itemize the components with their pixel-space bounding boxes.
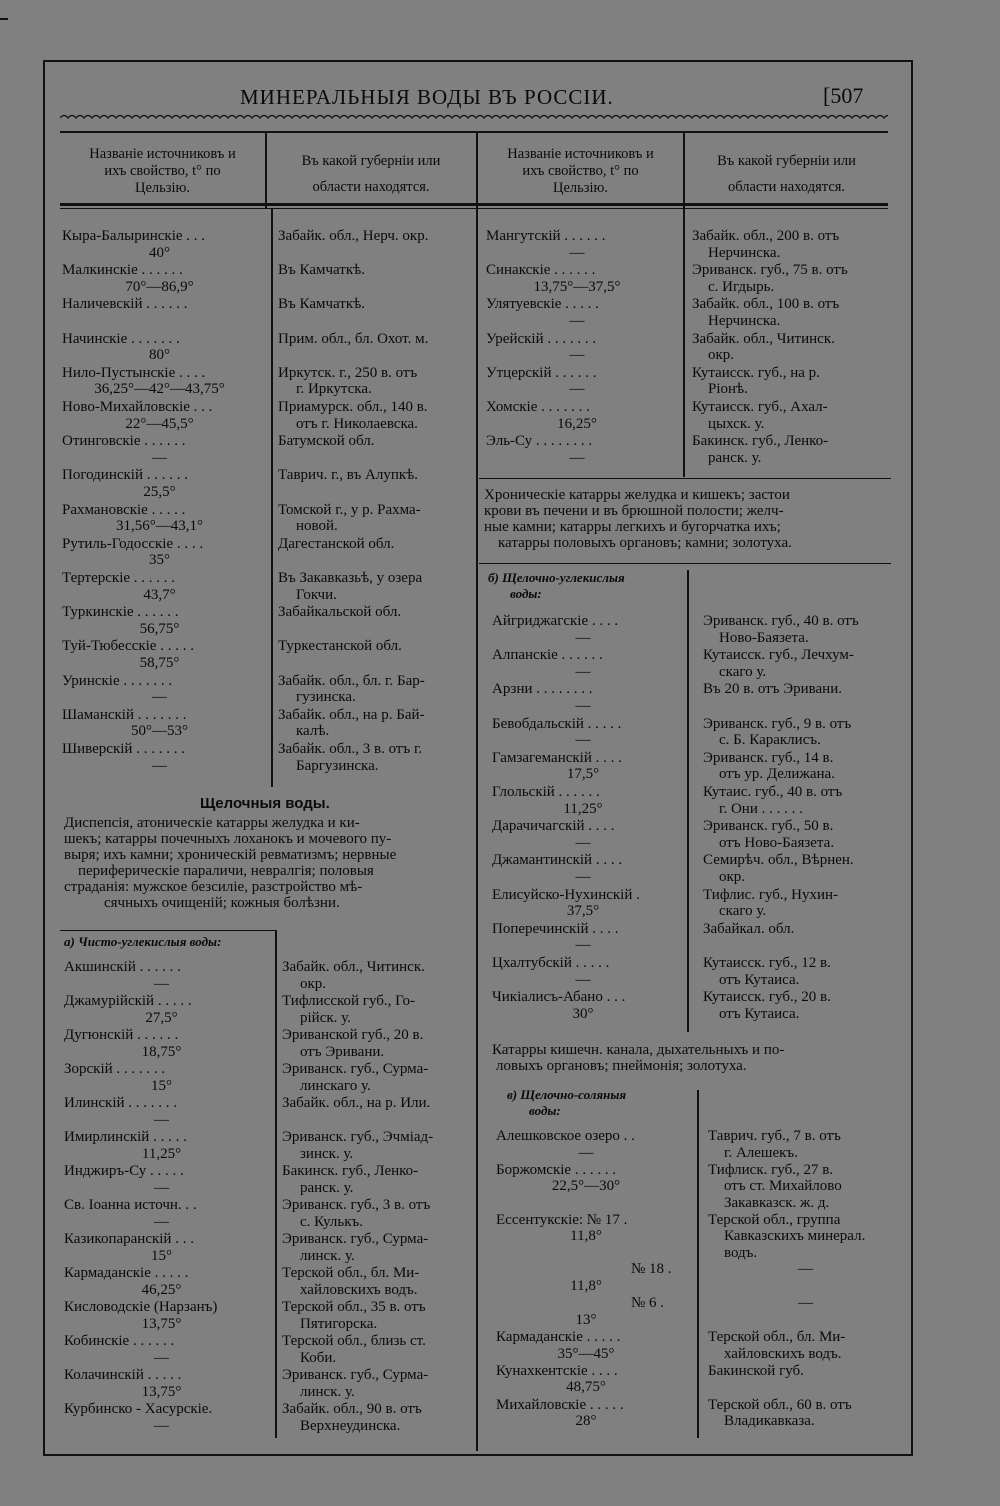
subsection-c-title: в) Щелочно-соляныя воды: [507, 1087, 627, 1118]
entry-name: Арзни . . . . . . . . [492, 681, 593, 698]
entry-location: Терской обл., бл. Ми- хайловскихъ водъ. [708, 1329, 846, 1362]
entry-row [496, 1329, 686, 1362]
entry-row [62, 604, 267, 637]
entry-temperature: 70°—86,9° [125, 278, 194, 295]
entry-row [492, 887, 684, 920]
entry-temperature: — [575, 732, 591, 749]
entry-temperature: — [569, 347, 585, 364]
entry-temperature: 46,25° [141, 1281, 182, 1298]
entry-name: Нило-Пустынскіе . . . . [62, 364, 206, 381]
entry-temperature: — [154, 1417, 169, 1434]
entry-row [64, 1163, 269, 1196]
entry-location: Забайк. обл., 3 в. отъ г. Баргузинска. [278, 741, 423, 774]
entry-name: Чикіалисъ-Абано . . . [492, 989, 626, 1006]
entry-row [496, 1162, 686, 1195]
entry-name: Урейскій . . . . . . . [486, 330, 597, 347]
entry-row [62, 399, 267, 432]
entry-name: Дарачичагскій . . . . [492, 818, 615, 835]
entry-temperature: — [575, 697, 591, 714]
entry-location: Забайк. обл., 200 в. отъ Нерчинска. [692, 228, 840, 261]
entry-name: Отинговскіе . . . . . . [62, 433, 186, 450]
entry-row [492, 818, 684, 851]
entry-location: Семирѣч. обл., Вѣрнен. окр. [703, 852, 854, 885]
entry-name: Цхалтубскій . . . . . [492, 955, 610, 971]
entry-row [492, 852, 684, 885]
entry-name: Гамзагеманскій . . . . [492, 749, 622, 766]
entry-temperature: — [575, 937, 591, 954]
entry-row [64, 1129, 269, 1162]
entry-name: Туй-Тюбесскіе . . . . . [62, 638, 194, 655]
entry-row [496, 1212, 686, 1245]
entry-row [62, 502, 267, 535]
entry-name: Кобинскіе . . . . . . [64, 1333, 175, 1349]
entry-name: № 18 . [631, 1261, 672, 1278]
entry-location: Забайк. обл., Нерч. окр. [278, 228, 429, 244]
entry-row [492, 750, 684, 783]
entry-name: Акшинскій . . . . . . [64, 959, 181, 975]
entry-row [64, 1367, 269, 1400]
entry-row [62, 570, 267, 603]
subsection-b-title: б) Щелочно-углекислыя воды: [488, 570, 625, 601]
entry-row [492, 716, 684, 749]
entry-location: Терской обл., группа Кавказскихъ минерал. водъ. [708, 1211, 866, 1261]
entry-temperature: 80° [149, 347, 170, 364]
entry-location: Терской обл., близь ст. Коби. [282, 1333, 426, 1366]
entry-location: Таврич. губ., 7 в. отъ г. Алешекъ. [708, 1128, 841, 1161]
entry-row [62, 296, 267, 313]
entry-row [486, 399, 678, 432]
entry-name: Ессентукскіе: № 17 . [496, 1211, 628, 1228]
entry-row [486, 331, 678, 364]
entry-row [64, 1197, 269, 1230]
header-top-rule [60, 131, 888, 133]
entry-temperature: 30° [572, 1005, 594, 1022]
entry-row [64, 1333, 269, 1366]
entry-name: Малкинскіе . . . . . . [62, 262, 183, 279]
left-col-divider-2 [275, 930, 277, 1438]
entry-name: Эль-Су . . . . . . . . [486, 433, 593, 450]
entry-location: Кутаисск. губ., 12 в. отъ Кутаиса. [703, 955, 831, 988]
entry-row [64, 993, 269, 1026]
entry-row [62, 707, 267, 740]
entry-name: Михайловскіе . . . . . [496, 1396, 624, 1413]
entry-location: Кутаис. губ., 40 в. отъ г. Они . . . . . . [703, 784, 843, 817]
entry-temperature: 36,25°—42°—43,75° [94, 381, 225, 398]
entry-temperature: — [569, 244, 585, 261]
entry-location: Бакинск. губ., Ленко- ранск. у. [692, 433, 829, 466]
entry-temperature: 43,7° [143, 586, 176, 603]
entry-temperature: 35° [149, 552, 170, 569]
entry-row [64, 1299, 269, 1332]
entry-row [496, 1295, 686, 1328]
entry-name: Тертерскіе . . . . . . [62, 570, 176, 586]
entry-row [64, 1401, 269, 1434]
entry-name: № 6 . [631, 1295, 665, 1312]
entry-name: Кыра-Балыринскіе . . . [62, 228, 206, 244]
entry-location: Бакинск. губ., Ленко- ранск. у. [282, 1163, 419, 1196]
entry-location: Забайк. обл., 100 в. отъ Нерчинска. [692, 296, 840, 329]
entry-name: Инджиръ-Су . . . . . [64, 1163, 184, 1179]
entry-location: Терской обл., бл. Ми- хайловскихъ водъ. [282, 1265, 420, 1298]
entry-name: Джамурійскій . . . . . [64, 993, 192, 1009]
entry-name: Утцерскій . . . . . . [486, 364, 597, 381]
entry-temperature: 48,75° [566, 1379, 606, 1396]
entry-temperature: — [152, 449, 167, 466]
entry-location: Эриванск. губ., 14 в. отъ ур. Делижана. [703, 749, 835, 783]
entry-temperature: 13,75° [141, 1315, 182, 1332]
entry-name: Хомскіе . . . . . . . [486, 399, 590, 415]
entry-location: Иркутск. г., 250 в. отъ г. Иркутска. [278, 364, 418, 398]
entry-temperature: — [154, 1349, 169, 1366]
right-col-divider-2 [687, 570, 689, 1032]
entry-location: Въ Камчаткѣ. [278, 262, 366, 279]
entry-location: Батумской обл. [278, 433, 375, 450]
chronic-paragraph: Хроническіе катарры желудка и кишекъ; застои крови въ печени и въ брюшной полости; желч- ные камни; катарры легкихъ и бугорчатка ихъ; катарры половыхъ органовъ; камни; золотуха. [484, 487, 792, 551]
entry-location: Терской обл., 60 в. отъ Владикавказа. [708, 1396, 852, 1430]
entry-location: Забайкальской обл. [278, 604, 402, 621]
entry-location: Кутаисск. губ., Ахал- цыхск. у. [692, 399, 828, 432]
entry-row [62, 262, 267, 295]
entry-temperature: 13,75°—37,5° [533, 278, 621, 295]
entry-row [492, 647, 684, 680]
entry-row [64, 1061, 269, 1094]
entry-location: Въ 20 в. отъ Эривани. [703, 681, 842, 698]
page-title: МИНЕРАЛЬНЫЯ ВОДЫ ВЪ РОССІИ. [240, 85, 614, 109]
entry-temperature: 56,75° [139, 620, 180, 637]
entry-temperature: 15° [151, 1077, 172, 1094]
entry-name: Поперечинскій . . . . [492, 920, 619, 937]
left-section-rule [60, 930, 275, 931]
entry-temperature: — [152, 757, 167, 774]
entry-location: Прим. обл., бл. Охот. м. [278, 330, 429, 347]
entry-name: Казикопаранскій . . . [64, 1231, 194, 1247]
entry-row [62, 536, 267, 569]
entry-location: Эриванск. губ., 40 в. отъ Ново-Баязета. [703, 613, 859, 646]
entry-temperature: 58,75° [139, 654, 180, 671]
entry-name: Шиверскій . . . . . . . [62, 741, 185, 757]
entry-name: Кунахкентскіе . . . . [496, 1362, 618, 1379]
entry-row [62, 365, 267, 398]
right-section-rule-2 [479, 563, 891, 564]
entry-location: Эриванск. губ., Сурма- линскаго у. [282, 1061, 429, 1094]
entry-name: Кармаданскіе . . . . . [64, 1265, 189, 1281]
entry-temperature: 11,8° [570, 1277, 602, 1294]
left-col-divider [271, 209, 273, 787]
entry-row [492, 989, 684, 1022]
entry-row [64, 1231, 269, 1264]
entry-temperature: 13° [575, 1311, 597, 1328]
entry-row [62, 433, 267, 466]
entry-temperature: 35°—45° [557, 1345, 615, 1362]
entry-temperature: 27,5° [145, 1009, 178, 1026]
center-divider [476, 131, 478, 1451]
alkaline-title: Щелочныя воды. [200, 795, 330, 812]
entry-location: Тифлиск. губ., 27 в. отъ ст. Михайлово Закавказск. ж. д. [708, 1161, 842, 1211]
right-col-divider-3 [697, 1090, 699, 1438]
entry-name: Алешковское озеро . . [496, 1128, 635, 1144]
entry-name: Бевобдальскій . . . . . [492, 715, 622, 732]
entry-name: Айгриджагскіе . . . . [492, 613, 619, 629]
page-edge-mark [0, 18, 8, 20]
entry-location: Эриванск. губ., 75 в. отъ с. Игдырь. [692, 262, 848, 295]
entry-location: Туркестанской обл. [278, 638, 402, 655]
entry-name: Имирлинскій . . . . . [64, 1129, 187, 1145]
entry-name: Туркинскіе . . . . . . [62, 604, 179, 621]
entry-temperature: 17,5° [566, 766, 600, 783]
entry-temperature: — [575, 663, 591, 680]
entry-temperature: 25,5° [143, 483, 176, 500]
entry-row [492, 921, 684, 954]
entry-name: Илинскій . . . . . . . [64, 1095, 178, 1111]
entry-location: — [798, 1261, 813, 1278]
entry-temperature: — [575, 834, 591, 851]
entry-row [496, 1261, 686, 1294]
entry-temperature: 18,75° [141, 1043, 182, 1060]
entry-temperature: 22°—45,5° [125, 415, 194, 432]
entry-name: Шаманскій . . . . . . . [62, 706, 187, 723]
entry-name: Ново-Михайловскіе . . . [62, 399, 213, 415]
entry-row [486, 365, 678, 398]
entry-location: Томской г., у р. Рахма- новой. [278, 501, 421, 535]
entry-row [64, 1027, 269, 1060]
entry-name: Рутиль-Годосскіе . . . . [62, 535, 204, 552]
header-bottom-rule [60, 203, 888, 206]
entry-row [486, 433, 678, 466]
entry-row [64, 959, 269, 992]
entry-temperature: — [569, 381, 585, 398]
entry-location: Дагестанской обл. [278, 535, 395, 552]
entry-location: Таврич. г., въ Алупкѣ. [278, 467, 419, 484]
entry-location: Кутаисск. губ., на р. Ріонѣ. [692, 364, 820, 398]
entry-row [62, 331, 267, 364]
page-number: [507 [823, 83, 864, 108]
entry-row [492, 955, 684, 988]
entry-row [62, 467, 267, 500]
entry-temperature: 11,8° [570, 1228, 602, 1245]
entry-temperature: 50°—53° [131, 723, 188, 740]
entry-row [496, 1397, 686, 1430]
entry-row [492, 681, 684, 714]
entry-row [486, 262, 678, 295]
entry-name: Кисловодскіе (Нарзанъ) [64, 1299, 218, 1315]
entry-temperature: — [578, 1144, 594, 1161]
entry-row [496, 1363, 686, 1396]
entry-location: Въ Закавказьѣ, у озера Гокчи. [278, 570, 423, 603]
entry-location: Эриванск. губ., 50 в. отъ Ново-Баязета. [703, 818, 835, 851]
entry-name: Св. Іоанна источн. . . [64, 1197, 197, 1213]
entry-location: Тифлис. губ., Нухин- скаго у. [703, 886, 839, 920]
entry-location: Эриванск. губ., Эчміад- зинск. у. [282, 1129, 434, 1162]
entry-name: Глольскій . . . . . . [492, 784, 600, 800]
entry-name: Джамантинскій . . . . [492, 852, 623, 869]
entry-row [486, 228, 678, 261]
entry-location: Забайк. обл., на р. Бай- калѣ. [278, 706, 425, 740]
entry-location: Кутаисск. губ., Лечхум- скаго у. [703, 647, 854, 680]
entry-name: Зорскій . . . . . . . [64, 1061, 166, 1077]
entry-row [62, 673, 267, 706]
entry-location: Въ Камчаткѣ. [278, 296, 366, 313]
entry-location: Забайк. обл., бл. г. Бар- гузинска. [278, 672, 425, 706]
entry-name: Курбинско - Хасурскіе. [64, 1401, 213, 1417]
entry-location: Забайк. обл., Читинск. окр. [692, 330, 835, 364]
entry-location: Эриванск. губ., Сурма- линск. у. [282, 1367, 429, 1400]
entry-temperature: 11,25° [563, 800, 603, 817]
entry-row [492, 613, 684, 646]
entry-row [62, 638, 267, 671]
entry-temperature: 22,5°—30° [551, 1178, 621, 1195]
entry-temperature: — [152, 689, 167, 706]
entry-name: Дугюнскій . . . . . . [64, 1027, 179, 1043]
entry-name: Колачинскій . . . . . [64, 1367, 182, 1383]
entry-location: Эриванск. губ., 3 в. отъ с. Кулькъ. [282, 1197, 431, 1230]
entry-temperature: — [569, 449, 585, 466]
header-bottom-rule-2 [60, 208, 888, 209]
entry-location: Эриванской губ., 20 в. отъ Эривани. [282, 1027, 424, 1060]
entry-temperature: — [575, 971, 591, 988]
entry-location: Эриванск. губ., 9 в. отъ с. Б. Караклисъ. [703, 715, 852, 749]
entry-location: — [798, 1295, 813, 1312]
entry-name: Рахмановскіе . . . . . [62, 501, 186, 518]
entry-location: Забайк. обл., 90 в. отъ Верхнеудинска. [282, 1401, 422, 1434]
entry-temperature: — [154, 1179, 169, 1196]
entry-location: Забайк. обл., Читинск. окр. [282, 959, 425, 992]
entry-temperature: 13,75° [141, 1383, 182, 1400]
entry-temperature: 15° [151, 1247, 172, 1264]
right-section-rule [479, 478, 891, 479]
col-header-region-1: Въ какой губерніи или области находятся. [301, 153, 441, 195]
entry-name: Алпанскіе . . . . . . [492, 647, 603, 664]
alkaline-paragraph: Диспепсія, атоническіе катарры желудка и ки- шекъ; катарры почечныхъ лоханокъ и мочевого пу- выря; ихъ камни; хроническій ревматизмъ; нервные периферическіе параличи, невралгія; половыя страданія: мужское безсиліе, разстройство мѣ- сячныхъ очищеній; кожныя болѣзни. [64, 815, 397, 911]
entry-name: Синакскіе . . . . . . [486, 262, 596, 279]
entry-name: Мангутскій . . . . . . [486, 228, 606, 244]
entry-name: Наличевскій . . . . . . [62, 296, 188, 313]
entry-row [64, 1095, 269, 1128]
entry-temperature: — [154, 975, 169, 992]
header-divider-1 [265, 131, 267, 209]
wavy-rule [60, 112, 888, 122]
entry-name: Кармаданскіе . . . . . [496, 1329, 621, 1345]
catarrh-paragraph: Катарры кишечн. канала, дыхательныхъ и по- ловыхъ органовъ; пнеймонія; золотуха. [492, 1042, 785, 1074]
entry-row [62, 228, 267, 261]
entry-location: Бакинской губ. [708, 1362, 804, 1379]
entry-temperature: 16,25° [557, 415, 597, 432]
entry-name: Боржомскіе . . . . . . [496, 1161, 617, 1178]
entry-location: Кутаисск. губ., 20 в. отъ Кутаиса. [703, 989, 831, 1022]
entry-row [64, 1265, 269, 1298]
col-header-region-2: Въ какой губерніи или области находятся. [717, 153, 856, 195]
entry-temperature: — [575, 629, 591, 646]
entry-temperature: 11,25° [141, 1145, 182, 1162]
entry-name: Улятуевскіе . . . . . [486, 296, 599, 313]
entry-location: Эриванск. губ., Сурма- линск. у. [282, 1231, 429, 1264]
entry-temperature: 40° [149, 244, 170, 261]
entry-row [486, 296, 678, 329]
right-col-divider [683, 209, 685, 477]
entry-temperature: — [569, 312, 585, 329]
entry-location: Тифлисской губ., Го- рійск. у. [282, 993, 415, 1026]
entry-name: Начинскіе . . . . . . . [62, 330, 180, 347]
entry-row [492, 784, 684, 817]
entry-name: Елисуйско-Нухинскій . [492, 886, 640, 903]
entry-name: Уринскіе . . . . . . . [62, 672, 173, 689]
entry-temperature: 28° [575, 1413, 597, 1430]
col-header-name-2: Названіе источниковъ и ихъ свойство, t° по Цельзію. [507, 146, 654, 196]
subsection-a-title: а) Чисто-углекислыя воды: [64, 934, 222, 949]
entry-location: Терской обл., 35 в. отъ Пятигорска. [282, 1299, 426, 1332]
entry-location: Забайк. обл., на р. Или. [282, 1095, 431, 1111]
entry-row [496, 1128, 686, 1161]
entry-temperature: — [154, 1213, 169, 1230]
entry-location: Приамурск. обл., 140 в. отъ г. Николаевска. [278, 399, 428, 432]
entry-temperature: 37,5° [566, 903, 600, 920]
entry-location: Забайкал. обл. [703, 920, 795, 937]
entry-temperature: 31,56°—43,1° [116, 518, 203, 535]
entry-temperature: — [575, 868, 591, 885]
entry-temperature: — [154, 1111, 169, 1128]
entry-row [62, 741, 267, 774]
entry-name: Погодинскій . . . . . . [62, 467, 189, 484]
col-header-name-1: Названіе источниковъ и ихъ свойство, t° по Цельзію. [89, 146, 236, 196]
